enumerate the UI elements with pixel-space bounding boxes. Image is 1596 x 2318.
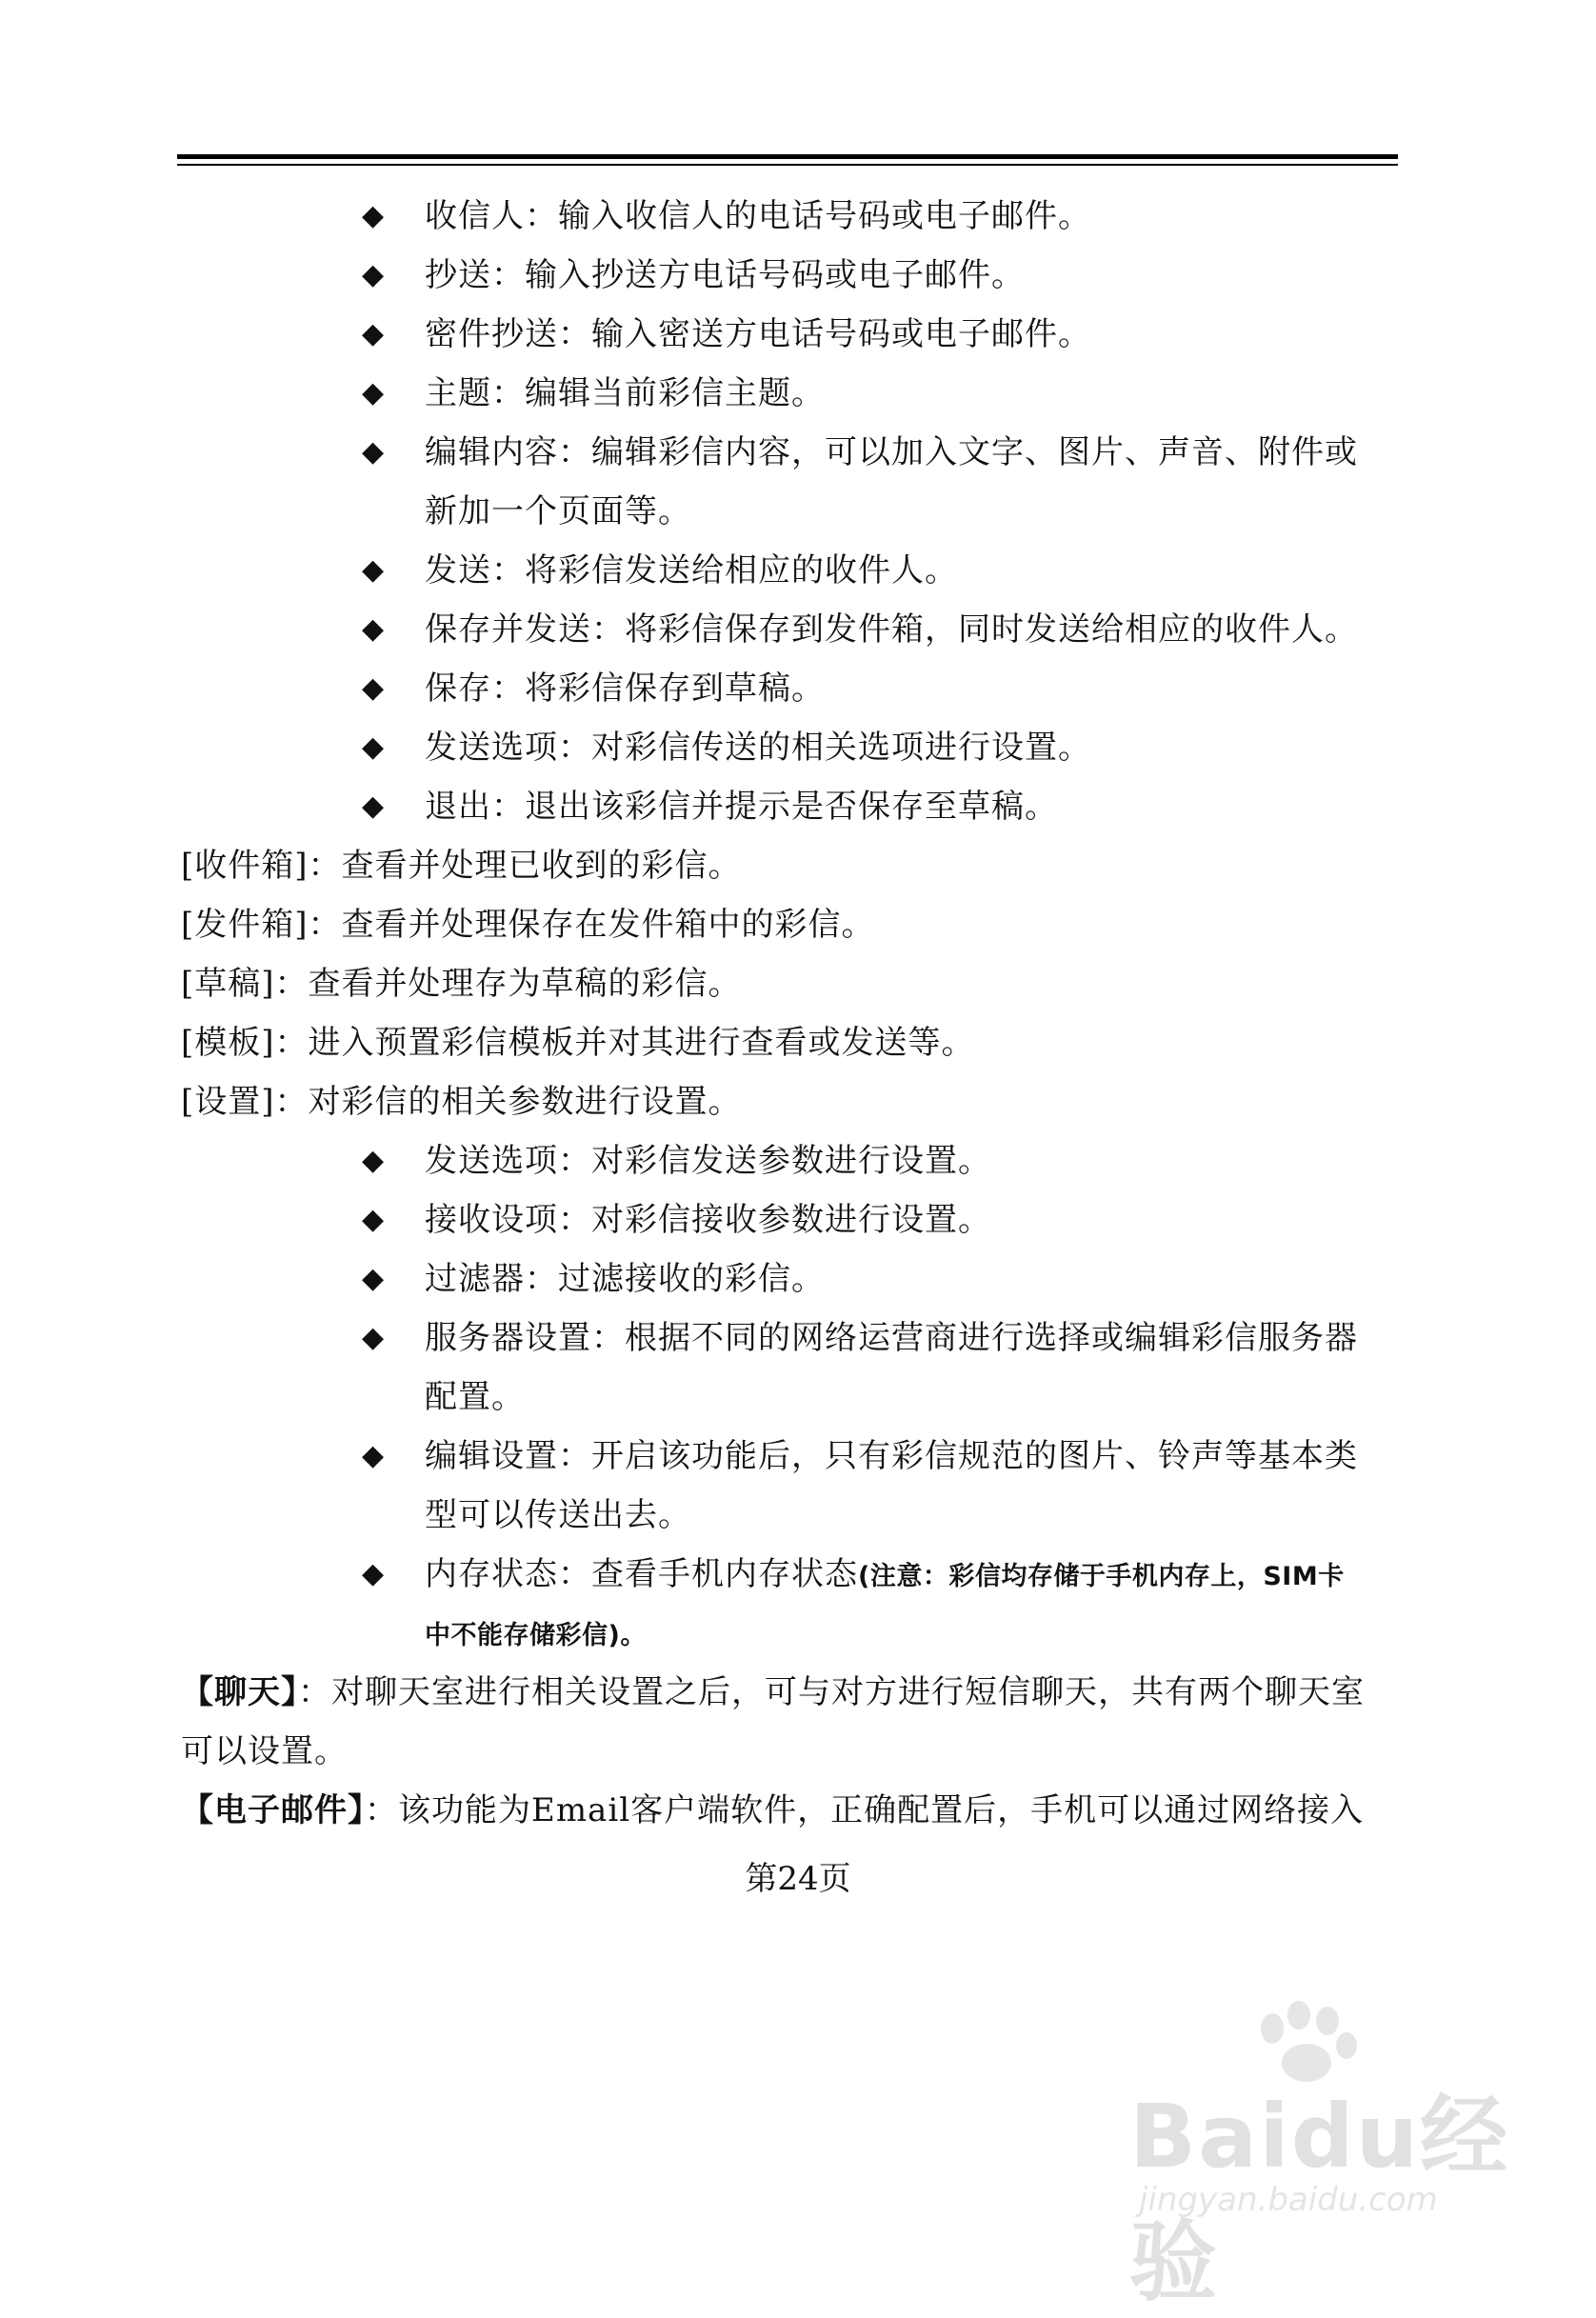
diamond-bullet-icon: ◆	[362, 1321, 386, 1354]
section-chat-cont: 可以设置。	[181, 1732, 348, 1770]
section-drafts: [草稿]：查看并处理存为草稿的彩信。	[181, 965, 742, 1003]
chat-heading: 【聊天】	[181, 1673, 298, 1711]
bullet-item-bcc: ◆ 密件抄送：输入密送方电话号码或电子邮件。	[181, 305, 1409, 364]
diamond-bullet-icon: ◆	[362, 1203, 386, 1236]
bullet-item-server-settings-cont: 配置。	[425, 1378, 525, 1416]
bullet-item-receive-options: ◆ 接收设项：对彩信接收参数进行设置。	[181, 1190, 1409, 1249]
bullet-item-send-options-2: ◆ 发送选项：对彩信发送参数进行设置。	[181, 1131, 1409, 1190]
diamond-bullet-icon: ◆	[362, 671, 386, 705]
diamond-bullet-icon: ◆	[362, 317, 386, 350]
bullet-item-exit: ◆ 退出：退出该彩信并提示是否保存至草稿。	[181, 777, 1409, 836]
bullet-item-save: ◆ 保存：将彩信保存到草稿。	[181, 659, 1409, 718]
email-heading: 【电子邮件】	[181, 1791, 365, 1829]
bullet-item-subject: ◆ 主题：编辑当前彩信主题。	[181, 364, 1409, 423]
page-number: 第24页	[745, 1860, 851, 1898]
diamond-bullet-icon: ◆	[362, 258, 386, 291]
diamond-bullet-icon: ◆	[362, 612, 386, 646]
diamond-bullet-icon: ◆	[362, 730, 386, 764]
section-email: 【电子邮件】：该功能为Email客户端软件，正确配置后，手机可以通过网络接入	[181, 1791, 1365, 1829]
bullet-item-send-options: ◆ 发送选项：对彩信传送的相关选项进行设置。	[181, 718, 1409, 777]
bullet-item-memory-status-cont	[181, 1604, 1409, 1663]
memory-note-cont: 中不能存储彩信)。	[425, 1621, 647, 1650]
page-body	[181, 187, 1409, 1840]
diamond-bullet-icon: ◆	[362, 1557, 386, 1590]
diamond-bullet-icon: ◆	[362, 789, 386, 823]
section-outbox: [发件箱]：查看并处理保存在发件箱中的彩信。	[181, 906, 875, 944]
diamond-bullet-icon: ◆	[362, 553, 386, 587]
section-chat: 【聊天】：对聊天室进行相关设置之后，可与对方进行短信聊天，共有两个聊天室	[181, 1673, 1365, 1711]
section-inbox: [收件箱]：查看并处理已收到的彩信。	[181, 847, 742, 885]
header-rule-thick	[177, 154, 1398, 159]
bullet-item-memory-status: ◆ 内存状态：查看手机内存状态(注意：彩信均存储于手机内存上，SIM卡	[181, 1545, 1409, 1604]
watermark-logo: Baidu经验	[1129, 2086, 1510, 2313]
bullet-item-recipient: ◆ 收信人：输入收信人的电话号码或电子邮件。	[181, 187, 1409, 246]
bullet-item-server-settings: ◆ 服务器设置：根据不同的网络运营商进行选择或编辑彩信服务器	[181, 1309, 1409, 1368]
diamond-bullet-icon: ◆	[362, 1439, 386, 1472]
bullet-item-edit-content-cont: 新加一个页面等。	[425, 492, 691, 530]
memory-note: (注意：彩信均存储于手机内存上，SIM卡	[858, 1562, 1345, 1591]
bullet-item-send: ◆ 发送：将彩信发送给相应的收件人。	[181, 541, 1409, 600]
section-templates: [模板]：进入预置彩信模板并对其进行查看或发送等。	[181, 1024, 975, 1062]
diamond-bullet-icon: ◆	[362, 1144, 386, 1177]
bullet-item-save-and-send: ◆ 保存并发送：将彩信保存到发件箱，同时发送给相应的收件人。	[181, 600, 1409, 659]
diamond-bullet-icon: ◆	[362, 1262, 386, 1295]
diamond-bullet-icon: ◆	[362, 435, 386, 469]
bullet-item-edit-settings-cont: 型可以传送出去。	[425, 1496, 691, 1534]
section-settings: [设置]：对彩信的相关参数进行设置。	[181, 1083, 742, 1121]
header-rule-thin	[177, 164, 1398, 166]
baidu-watermark	[1129, 2000, 1529, 2313]
bullet-item-edit-settings: ◆ 编辑设置：开启该功能后，只有彩信规范的图片、铃声等基本类	[181, 1427, 1409, 1486]
watermark-url: jingyan.baidu.com	[1139, 2181, 1438, 2219]
bullet-item-cc: ◆ 抄送：输入抄送方电话号码或电子邮件。	[181, 246, 1409, 305]
diamond-bullet-icon: ◆	[362, 199, 386, 232]
bullet-item-filter: ◆ 过滤器：过滤接收的彩信。	[181, 1249, 1409, 1309]
bullet-item-edit-content: ◆ 编辑内容：编辑彩信内容，可以加入文字、图片、声音、附件或	[181, 423, 1409, 482]
diamond-bullet-icon: ◆	[362, 376, 386, 410]
